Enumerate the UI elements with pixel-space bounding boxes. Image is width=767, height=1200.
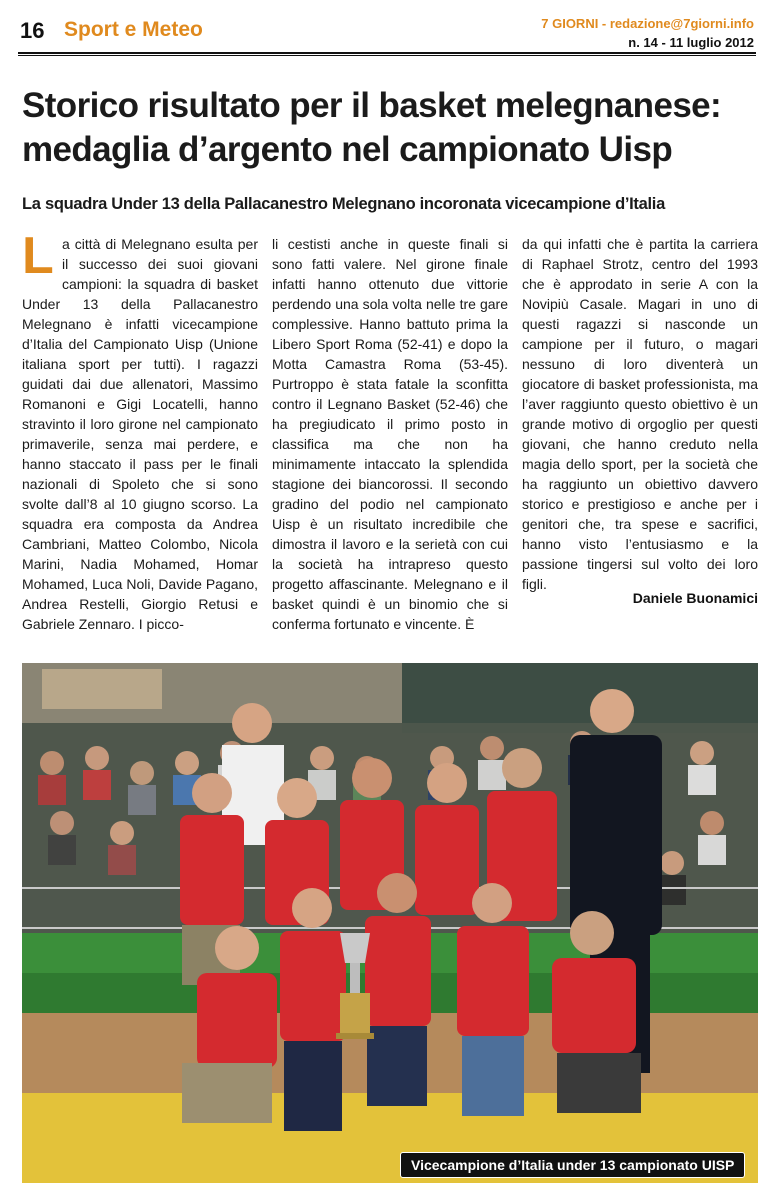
header-divider <box>18 52 756 54</box>
team-photo-illustration <box>22 663 758 1183</box>
article-column-2 <box>272 234 508 634</box>
page-header <box>18 8 756 52</box>
subheadline: La squadra Under 13 della Pallacanestro Melegnano incoronata vicecampione d’Italia <box>22 195 665 213</box>
photo-caption: Vicecampione d’Italia under 13 campionato UISP <box>400 1152 745 1178</box>
headline-line-2: medaglia d’argento nel campionato Uisp <box>22 130 673 169</box>
header-divider-thin <box>18 55 756 56</box>
column-2-text: li cestisti anche in queste finali si sono fatti valere. Nel girone finale infatti hanno ottenuto due vittorie perdendo una sola volta nelle tre gare complessive. Hanno battuto prima la Libero Sport Roma (52-41) e dopo la Motta Camastra Roma (53-45). Purtroppo è stata fatale la sconfitta contro il Legnano Basket (52-46) che ha pregiudicato il primo posto in classifica ma che non ha minimamente intaccato la splendida stagione dei biancorossi. Il secondo gradino del podio nel campionato Uisp è un risultato incredibile che dimostra il lavoro e la serietà con cui la società ha intrapreso questo progetto affascinante. Melegnano e il basket quindi è un binomio che si conferma fortunato e vincente. È <box>272 236 508 632</box>
article-column-3 <box>522 234 758 594</box>
article-column-1 <box>22 227 258 634</box>
publication-info <box>541 14 754 52</box>
team-photo <box>22 663 758 1183</box>
column-3-text: da qui infatti che è partita la carriera di Raphael Strotz, centro del 1993 che è approdato in serie A con la Novipiù Casale. Magari in uno di questi ragazzi si nasconde un campione per il futuro, o magari nessuno di loro diventerà un giocatore di basket professionista, ma l’aver raggiunto questo obiettivo è un grande motivo di orgoglio per questi giovani, che hanno creduto nella magia dello sport, per la società che ha raggiunto un obiettivo davvero storico e prestigioso e anche per i genitori che, tra spese e sacrifici, hanno visto l’entusiasmo e la passione tingersi sul volto dei loro figli. <box>522 236 758 592</box>
page-number: 16 <box>20 18 45 43</box>
drop-cap: L <box>22 227 54 285</box>
byline: Daniele Buonamici <box>632 590 758 606</box>
headline-line-1: Storico risultato per il basket melegnanese: <box>22 86 722 125</box>
section-title: Sport e Meteo <box>64 18 203 41</box>
publication-name: 7 GIORNI - redazione@7giorni.info <box>541 16 754 31</box>
headline <box>22 84 756 172</box>
column-1-text: a città di Melegnano esulta per il successo dei suoi giovani campioni: la squadra di basket Under 13 della Pallacanestro Melegnano è infatti vicecampione d’Italia del Campionato Uisp (Unione italiana sport per tutti). I ragazzi guidati dai due allenatori, Massimo Romanoni e Gigi Locatelli, hanno stravinto il loro girone nel campionato primaverile, senza mai perdere, e hanno staccato il pass per le finali nazionali di Spoleto che si sono svolte dall’8 al 10 giugno scorso. La squadra era composta da Andrea Cambriani, Matteo Colombo, Nicola Marini, Nadia Mohamed, Homar Mohamed, Luca Noli, Davide Pagano, Andrea Restelli, Giorgio Retusi e Gabriele Zennaro. I picco- <box>22 236 258 632</box>
issue-date: n. 14 - 11 luglio 2012 <box>628 35 754 50</box>
